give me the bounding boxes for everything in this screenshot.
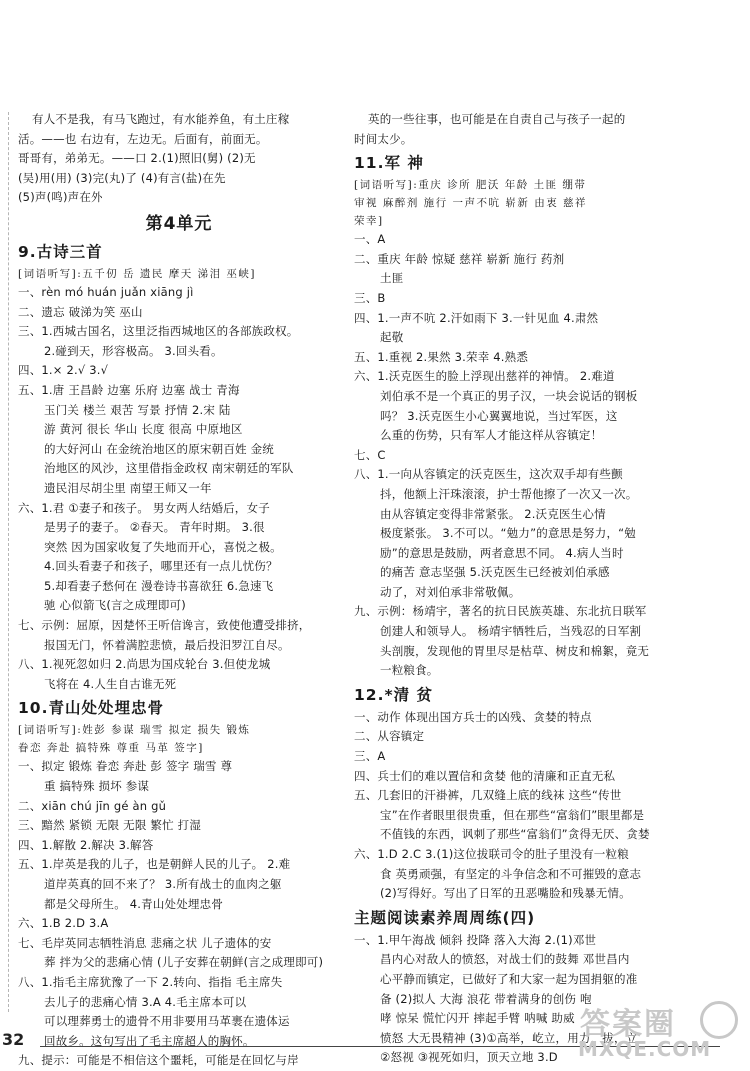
answer-line: 昌内心对敌人的愤怒，对战士们的鼓舞 邓世昌内 xyxy=(380,952,630,967)
answer-line: 2.碰到天，形容极高。 3.回头看。 xyxy=(44,343,223,358)
answer-line: 动了，对刘伯承非常敬佩。 xyxy=(380,584,521,599)
answer-line: 心平静而镇定，已做好了和大家一起为国捐躯的准 xyxy=(380,971,638,986)
answer-line: 八、1.指毛主席犹豫了一下 2.转向、指指 毛主席失 xyxy=(18,974,283,989)
watermark-url: MXQE.COM xyxy=(578,1037,712,1061)
answer-line: 创建人和领导人。 杨靖宇牺牲后，当残忍的日军割 xyxy=(380,624,642,639)
answer-line: 刘伯承不是一个真正的男子汉，一块会说话的钢板 xyxy=(380,388,638,403)
answer-line: 突然 因为国家收复了失地而开心，喜悦之极。 xyxy=(44,539,282,554)
answer-line: 八、1.视死忽如归 2.尚思为国戍轮台 3.但使龙城 xyxy=(18,657,271,672)
answer-line: 励”的意思是鼓励，两者意思不同。 4.病人当时 xyxy=(380,545,624,560)
answer-line: 宝”在作者眼里很贵重，但在那些“富翁们”眼里都是 xyxy=(380,807,645,822)
watermark-circle-icon xyxy=(700,1001,738,1039)
answer-line: 飞将在 4.人生自古谁无死 xyxy=(44,676,177,691)
text-line: 哥哥有，弟弟无。——口 2.(1)照旧(舅) (2)无 xyxy=(18,151,256,166)
answer-line: 土匪 xyxy=(380,271,404,286)
answer-line: 遗民泪尽胡尘里 南望王师又一年 xyxy=(44,480,212,495)
answer-line: 三、黯然 紧锁 无限 无限 繁忙 打湿 xyxy=(18,818,202,833)
answer-line: 二、重庆 年龄 惊疑 慈祥 崭新 施行 药剂 xyxy=(354,251,565,266)
answer-line: 报国无门，怀着满腔悲愤，最后投汨罗江自尽。 xyxy=(44,637,290,652)
answer-line: 哮 惊呆 慌忙闪开 摔起手臂 呐喊 助威 xyxy=(380,1011,575,1026)
intro-block-right xyxy=(354,110,726,149)
intro-block-left xyxy=(18,110,340,208)
answer-line: 六、1.B 2.D 3.A xyxy=(18,916,109,931)
answer-line: 一、A xyxy=(354,232,386,247)
unit-title: 第4单元 xyxy=(145,213,213,234)
page-number: 32 xyxy=(2,1030,25,1049)
answer-line: 五、1.岸英是我的儿子，也是朝鲜人民的儿子。 2.难 xyxy=(18,857,291,872)
answer-line: 备 (2)拟人 大海 浪花 带着满身的创伤 咆 xyxy=(380,991,592,1006)
answer-line: 五、几套旧的汗褂裤，几双缝上底的线袜 这些“传世 xyxy=(354,788,622,803)
answer-line: 一、1.甲午海战 倾斜 投降 落入大海 2.(1)邓世 xyxy=(354,932,597,947)
answer-line: 葬 拌为父的悲痛心情 (儿子安葬在朝鲜(言之成理即可) xyxy=(44,955,324,970)
answer-line: 吗？ 3.沃克医生小心翼翼地说，当过军医，这 xyxy=(380,408,618,423)
answer-line: 六、1.君 ①妻子和孩子。 男女两人结婚后，女子 xyxy=(18,500,270,515)
section-title-11: 11.军 神 xyxy=(354,154,424,173)
section-10-answers xyxy=(18,757,340,1071)
answer-line: 道岸英真的回不来了？ 3.所有战士的血肉之躯 xyxy=(44,877,282,891)
answer-line: 起敬 xyxy=(380,330,404,345)
text-line: 英的一些往事，也可能是在自责自己与孩子一起的 xyxy=(368,112,626,126)
text-line: 有人不是我，有马飞跑过，有水能养鱼，有土庄稼 xyxy=(32,112,290,126)
answer-line: 么重的伤势，只有军人才能这样从容镇定！ xyxy=(380,428,603,443)
answer-line: 五、1.重视 2.果然 3.荣幸 4.熟悉 xyxy=(354,349,529,364)
answer-line: 三、B xyxy=(354,290,386,305)
dictation-line: 眷恋 奔赴 搞特殊 尊重 马革 签字] xyxy=(18,742,204,755)
answer-line: 六、1.D 2.C 3.(1)这位拔联司令的肚子里没有一粒粮 xyxy=(354,847,629,861)
answer-line: 三、A xyxy=(354,749,386,764)
answer-line: 头剖腹，发现他的胃里尽是枯草、树皮和棉絮，竟无 xyxy=(380,643,650,658)
answer-line: 的痛苦 意志坚强 5.沃克医生已经被刘伯承感 xyxy=(380,565,610,580)
text-line: (吴)用(用) (3)完(丸)了 (4)有言(盐)在先 xyxy=(18,170,226,185)
text-line: 活。——也 右边有，左边无。后面有，前面无。 xyxy=(18,131,268,146)
answer-line: 重 搞特殊 损坏 参谋 xyxy=(44,779,150,794)
answer-line: 二、xiān chú jīn gé àn gǔ xyxy=(18,798,167,813)
answer-line: 一、动作 体现出国方兵士的凶残、贪婪的特点 xyxy=(354,709,592,724)
section-title-10: 10.青山处处埋忠骨 xyxy=(18,699,164,718)
dictation-line: 审视 麻醉剂 施行 一声不吭 崭新 由衷 慈祥 xyxy=(354,197,588,210)
answer-line: 一粒粮食。 xyxy=(380,663,439,678)
answer-line: 极度紧张。 3.不可以。“勉力”的意思是努力，“勉 xyxy=(380,526,636,541)
answer-line: 七、毛岸英同志牺牲消息 悲痛之状 儿子遗体的安 xyxy=(18,935,272,950)
answer-line: 三、1.西城古国名，这里泛指西城地区的各部族政权。 xyxy=(18,324,299,339)
answer-line: 去儿子的悲痛心情 3.A 4.毛主席本可以 xyxy=(44,994,247,1009)
answer-line: 回故乡。这句写出了毛主席超人的胸怀。 xyxy=(44,1033,255,1048)
answer-line: 愤怒 大无畏精神 (3)①高举，屹立，用力，拔，立 xyxy=(380,1030,638,1045)
answer-line: 4.回头看妻子和孩子，哪里还有一点儿忧伤？ xyxy=(44,559,278,574)
answer-line: 不值钱的东西，讽刺了那些“富翁们”贪得无厌、贪婪 xyxy=(380,827,650,842)
answer-line: 八、1.一向从容镇定的沃克医生，这次双手却有些颤 xyxy=(354,467,623,482)
answer-line: ②怒视 ③视死如归，顶天立地 3.D xyxy=(380,1050,558,1065)
answer-line: 七、示例：屈原，因楚怀王听信谗言，致使他遭受排挤， xyxy=(18,618,311,633)
answer-line: 二、从容镇定 xyxy=(354,729,425,744)
answer-line: 由从容镇定变得非常紧张。 2.沃克医生心情 xyxy=(380,506,606,521)
right-column xyxy=(354,110,726,1068)
answer-line: 四、1.一声不吭 2.汗如雨下 3.一针见血 4.肃然 xyxy=(354,310,599,325)
answer-line: 抖，他额上汗珠滚滚，护士帮他擦了一次又一次。 xyxy=(380,486,638,501)
answer-line: 一、拟定 锻炼 眷恋 奔赴 彭 签字 瑞雪 尊 xyxy=(18,759,233,774)
section-12-answers xyxy=(354,708,726,904)
section-title-9: 9.古诗三首 xyxy=(18,242,103,261)
answer-line: 四、兵士们的难以置信和贪婪 他的清廉和正直无私 xyxy=(354,768,616,783)
dictation-line: [词语听写]:姓彭 参谋 瑞雪 拟定 损失 锻炼 xyxy=(18,724,251,737)
section-9-answers xyxy=(18,283,340,694)
section-title-weekly-practice: 主题阅读素养周周练(四) xyxy=(354,908,536,927)
watermark-text: 答案圈 xyxy=(580,1007,676,1042)
answer-line: 是男子的妻子。 ②春天。 青年时期。 3.很 xyxy=(44,520,265,535)
answer-line: 七、C xyxy=(354,447,386,462)
answer-line: 六、1.沃克医生的脸上浮现出慈祥的神情。 2.难道 xyxy=(354,369,615,384)
answer-line: 可以理葬勇士的遗骨不用非要用马革裹在遗体运 xyxy=(44,1014,290,1029)
answer-line: 四、1.解散 2.解决 3.解答 xyxy=(18,837,154,852)
text-line: (5)声(鸣)声在外 xyxy=(18,190,103,205)
answer-line: 都是父母所生。 4.青山处处埋忠骨 xyxy=(44,896,224,911)
dictation-line: [词语听写]:五千仞 岳 遗民 摩天 涕泪 巫峡] xyxy=(18,267,257,280)
watermark-logo xyxy=(560,995,745,1065)
answer-line: 游 黄河 很长 华山 长度 很高 中原地区 xyxy=(44,422,243,437)
answer-line: 食 英勇顽强，有坚定的斗争信念和不可摧毁的意志 xyxy=(380,866,642,881)
answer-line: 的大好河山 在金统治地区的原宋朝百姓 金统 xyxy=(44,441,275,456)
left-column xyxy=(18,110,340,1071)
dictation-line: 荣幸] xyxy=(354,215,384,228)
answer-line: 驰 心似箭飞(言之成理即可) xyxy=(44,598,186,613)
answer-line: 治地区的风沙，这里借指金政权 南宋朝廷的军队 xyxy=(44,461,294,476)
text-line: 时间太少。 xyxy=(354,131,413,146)
answer-line: 玉门关 楼兰 艰苦 写景 抒情 2.宋 陆 xyxy=(44,402,231,417)
answer-line: (2)写得好。写出了日军的丑恶嘴脸和残暴无情。 xyxy=(380,886,631,901)
answer-line: 二、遗忘 破涕为笑 巫山 xyxy=(18,304,143,319)
section-title-12: 12.*清 贫 xyxy=(354,685,433,704)
answer-line: 一、rèn mó huán juǎn xiāng jì xyxy=(18,284,194,299)
column-divider xyxy=(8,112,10,1012)
answer-line: 九、提示：可能是不相信这个噩耗，可能是在回忆与岸 xyxy=(18,1053,299,1068)
answer-line: 五、1.唐 王昌龄 边塞 乐府 边塞 战士 青海 xyxy=(18,382,240,397)
answer-line: 九、示例：杨靖宇，著名的抗日民族英雄、东北抗日联军 xyxy=(354,604,647,619)
section-11-answers xyxy=(354,230,726,681)
answer-line: 四、1.× 2.√ 3.√ xyxy=(18,363,109,378)
answer-line: 5.却看妻子愁何在 漫卷诗书喜欲狂 6.急速飞 xyxy=(44,578,274,593)
dictation-line: [词语听写]:重庆 诊所 肥沃 年龄 土匪 绷带 xyxy=(354,179,587,192)
